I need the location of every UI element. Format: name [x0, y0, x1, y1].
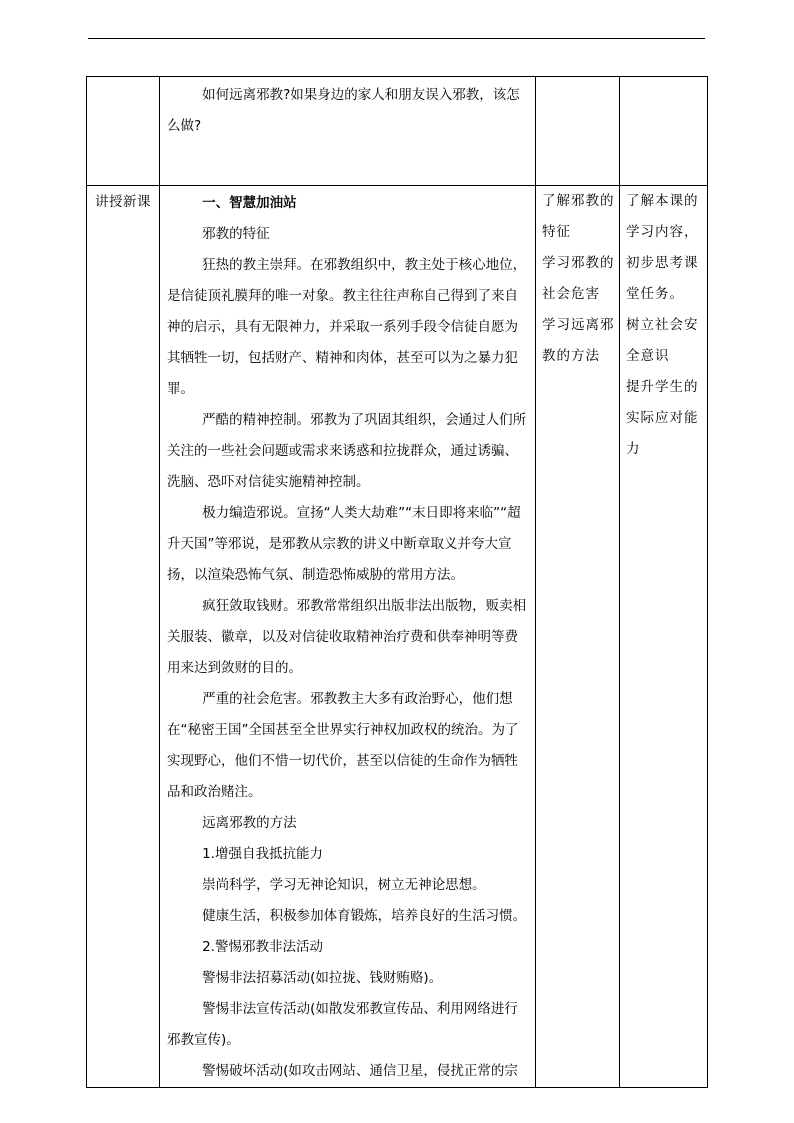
- intent-cell-empty: [620, 77, 708, 186]
- table-row: [87, 186, 708, 1088]
- feature-paragraph: 极力编造邪说。宣扬“人类大劫难”“末日即将来临”“超升天国”等邪说，是邪教从宗教的讲义中断章取义并夸大宣扬，以渲染恐怖气氛、制造恐怖威胁的常用方法。: [167, 505, 521, 583]
- content-cell: [160, 186, 536, 1088]
- table-row: [87, 77, 708, 186]
- feature-paragraph: 狂热的教主崇拜。在邪教组织中，教主处于核心地位，是信徒顶礼膜拜的唯一对象。教主往往声称自己得到了来自神的启示，具有无限神力，并采取一系列手段令信徒自愿为其牺牲一切，包括财产、精神和肉体，甚至可以为之暴力犯罪。: [167, 257, 527, 397]
- activity-cell-empty: [536, 77, 620, 186]
- method-line: 警惕破坏活动(如攻击网站、通信卫星，侵扰正常的宗: [202, 1063, 518, 1079]
- student-activity: 学习邪教的社会危害: [542, 255, 615, 302]
- method-line: 2.警惕邪教非法活动: [202, 939, 323, 955]
- intro-cell: [160, 77, 536, 186]
- student-activity: 了解邪教的特征: [542, 193, 615, 240]
- method-line: 健康生活，积极参加体育锻炼，培养良好的生活习惯。: [202, 908, 527, 924]
- student-activity-cell: [536, 186, 620, 1088]
- student-activity: 学习远离邪教的方法: [542, 317, 615, 364]
- lesson-plan-table: [86, 76, 708, 1088]
- stage-cell: [87, 186, 160, 1088]
- features-title: 邪教的特征: [202, 226, 270, 242]
- method-line: 1.增强自我抵抗能力: [202, 846, 323, 862]
- feature-paragraph: 严重的社会危害。邪教教主大多有政治野心，他们想在“秘密王国”全国甚至全世界实行神权加政权的统治。为了实现野心，他们不惜一切代价，甚至以信徒的生命作为牺牲品和政治赌注。: [167, 691, 519, 800]
- feature-paragraph: 严酷的精神控制。邪教为了巩固其组织，会通过人们所关注的一些社会问题或需求来诱惑和拉拢群众，通过诱骗、洗脑、恐吓对信徒实施精神控制。: [167, 412, 527, 490]
- header-rule: [88, 38, 705, 39]
- stage-label: 讲授新课: [95, 194, 151, 210]
- design-intent: 了解本课的学习内容，初步思考课堂任务。: [626, 193, 699, 302]
- design-intent-cell: [620, 186, 708, 1088]
- design-intent: 提升学生的实际应对能力: [626, 379, 699, 457]
- methods-title: 远离邪教的方法: [202, 815, 297, 831]
- method-line: 崇尚科学，学习无神论知识，树立无神论思想。: [202, 877, 486, 893]
- method-line: 警惕非法宣传活动(如散发邪教宣传品、利用网络进行邪教宣传)。: [167, 1001, 518, 1048]
- feature-paragraph: 疯狂敛取钱财。邪教常常组织出版非法出版物，贩卖相关服装、徽章，以及对信徒收取精神治疗费和供奉神明等费用来达到敛财的目的。: [167, 598, 527, 676]
- intro-question: 如何远离邪教?如果身边的家人和朋友误入邪教，该怎么做?: [167, 87, 520, 134]
- method-line: 警惕非法招募活动(如拉拢、钱财贿赂)。: [202, 970, 443, 986]
- stage-cell-empty: [87, 77, 160, 186]
- design-intent: 树立社会安全意识: [626, 317, 699, 364]
- section-heading: 一、智慧加油站: [202, 195, 297, 211]
